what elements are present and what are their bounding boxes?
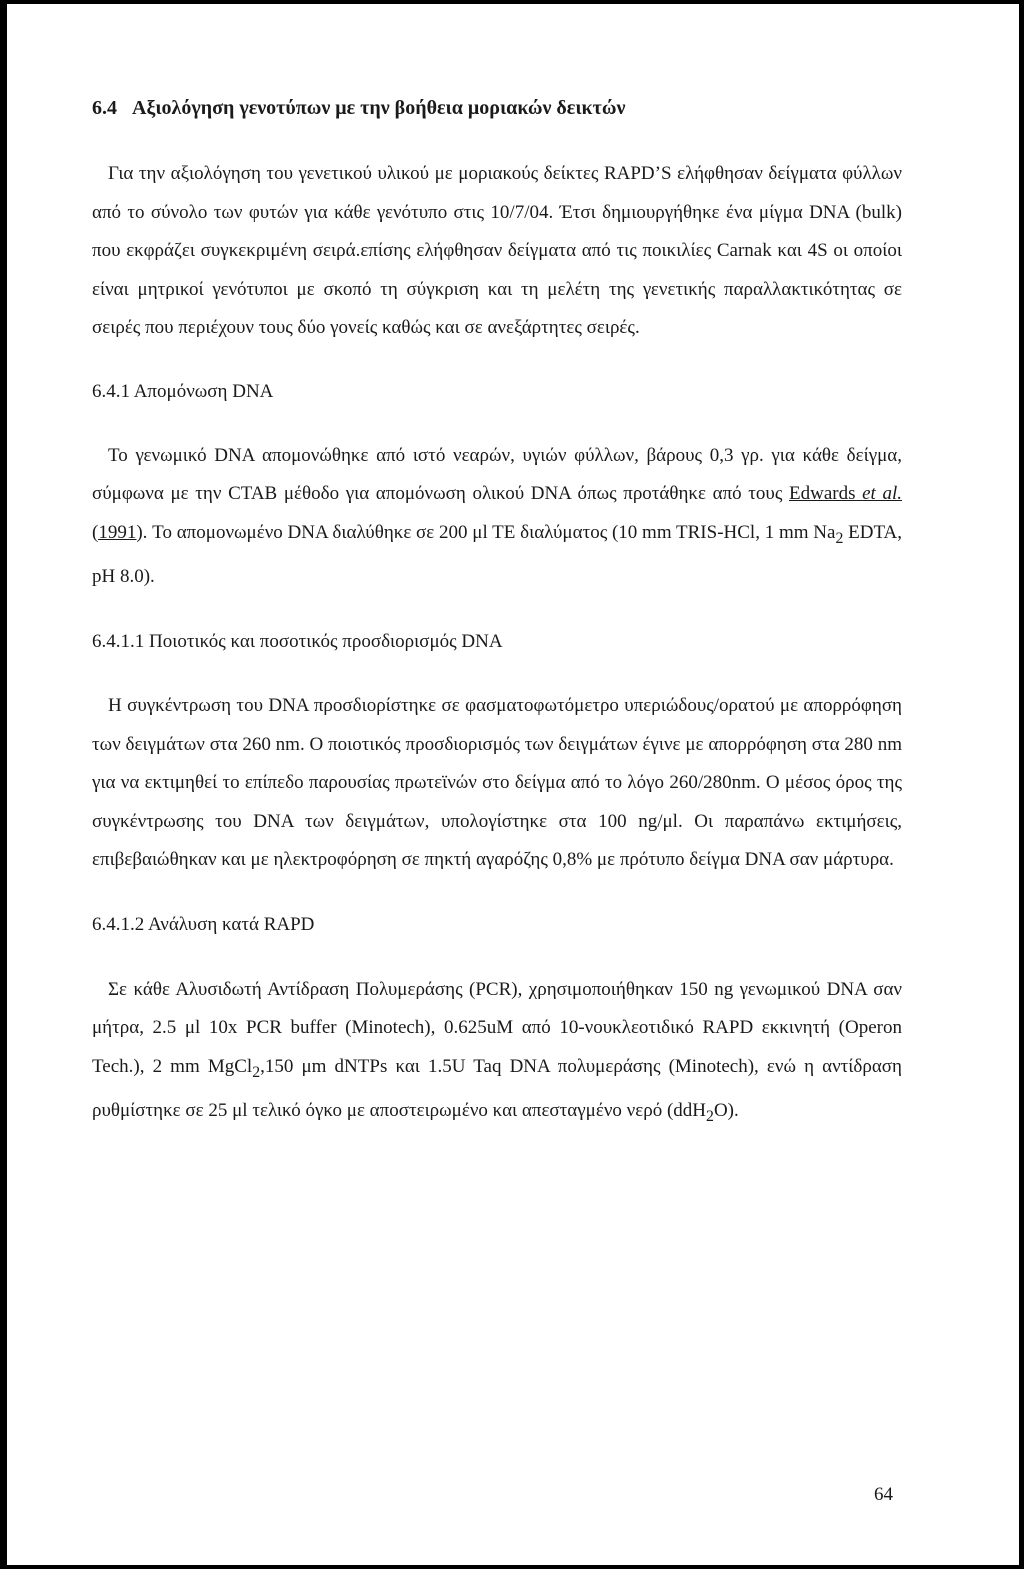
dna-quantification-paragraph <box>92 687 902 880</box>
ref-etal: et al. <box>862 483 902 504</box>
subsection-heading-rapd: 6.4.1.2 Ανάλυση κατά RAPD <box>92 913 315 935</box>
dna-isolation-text-2: . Το απομονωμένο DNA διαλύθηκε σε 200 μl TE διαλύματος (10 mm TRIS-HCl, 1 mm Na <box>142 521 836 543</box>
scan-border-right <box>1019 0 1024 1569</box>
section-heading <box>92 95 902 121</box>
page-number: 64 <box>874 1484 893 1505</box>
subscript-na: 2 <box>835 529 844 547</box>
subscript-ddh: 2 <box>706 1107 714 1125</box>
rapd-paragraph <box>92 971 902 1137</box>
intro-paragraph <box>92 155 902 348</box>
scan-border-left <box>0 0 7 1569</box>
rapd-text-2: ,150 μm dNTPs και 1.5U Taq DNA πολυμεράσης (Minotech), ενώ η αντίδραση ρυθμίστηκε σε 25 μl τελικό όγκο με αποστειρωμένο και απεσταγμένο νερό (ddH <box>92 1055 902 1122</box>
rapd-text-1: Σε κάθε Αλυσιδωτή Αντίδραση Πολυμεράσης (PCR), χρησιμοποιήθηκαν 150 ng γενωμικού DNA σαν μήτρα, 2.5 μl 10x PCR buffer (Minotech), 0.625uM από 10-νουκλεοτιδικό RAPD εκκινητή (Operon Tech.), 2 mm MgCl <box>92 978 902 1077</box>
subsection-heading-dna-isolation: 6.4.1 Απομόνωση DNA <box>92 380 274 402</box>
intro-text: Για την αξιολόγηση του γενετικού υλικού με μοριακούς δείκτες RAPD’S ελήφθησαν δείγματα φύλλων από το σύνολο των φυτών για κάθε γενότυπο στις 10/7/04. Έτσι δημιουργήθηκε ένα μίγμα DNA (bulk) που εκφράζει συγκεκριμένη σειρά.επίσης ελήφθησαν δείγματα από τις ποικιλίες Carnak και 4S οι οποίοι είναι μητρικοί γενότυποι με σκοπό τη σύγκριση και τη μελέτη της γενετικής παραλλακτικότητας σε σειρές που περιέχουν τους δύο γονείς καθώς και σε ανεξάρτητες σειρές. <box>92 163 902 338</box>
rapd-text-3: O). <box>713 1100 739 1122</box>
section-title: Αξιολόγηση γενοτύπων με την βοήθεια μοριακών δεικτών <box>132 97 626 119</box>
dna-quantification-text: Η συγκέντρωση του DNA προσδιορίστηκε σε φασματοφωτόμετρο υπεριώδους/ορατού με απορρόφηση των δειγμάτων στα 260 nm. Ο ποιοτικός προσδιορισμός των δειγμάτων έγινε με απορρόφηση στα 280 nm για να εκτιμηθεί το επίπεδο παρουσίας πρωτεϊνών στο δείγμα από το λόγο 260/280nm. Ο μέσος όρος της συγκέντρωσης του DNA των δειγμάτων, υπολογίστηκε στα 100 ng/μl. Οι παραπάνω εκτιμήσεις, επιβεβαιώθηκαν και με ηλεκτροφόρηση σε πηκτή αγαρόζης 0,8% με πρότυπο δείγμα DNA σαν μάρτυρα. <box>92 695 902 871</box>
dna-isolation-text-3: EDTA, pH 8.0). <box>92 521 902 587</box>
dna-isolation-paragraph <box>92 437 902 597</box>
scan-border-top <box>0 0 1024 4</box>
section-number: 6.4 <box>92 97 117 119</box>
ref-year: (1991) <box>92 521 143 543</box>
subscript-mgcl: 2 <box>252 1063 261 1081</box>
scan-border-bottom <box>0 1565 1024 1569</box>
subsection-heading-dna-quantification: 6.4.1.1 Ποιοτικός και ποσοτικός προσδιορισμός DNA <box>92 631 503 653</box>
ref-author: Edwards <box>789 483 856 504</box>
dna-isolation-text: Το γενωμικό DNA απομονώθηκε από ιστό νεαρών, υγιών φύλλων, βάρους 0,3 γρ. για κάθε δείγμα, σύμφωνα με την CTAB μέθοδο για απομόνωση ολικού DNA όπως προτάθηκε από τους <box>92 444 902 504</box>
page-body <box>92 95 902 1136</box>
